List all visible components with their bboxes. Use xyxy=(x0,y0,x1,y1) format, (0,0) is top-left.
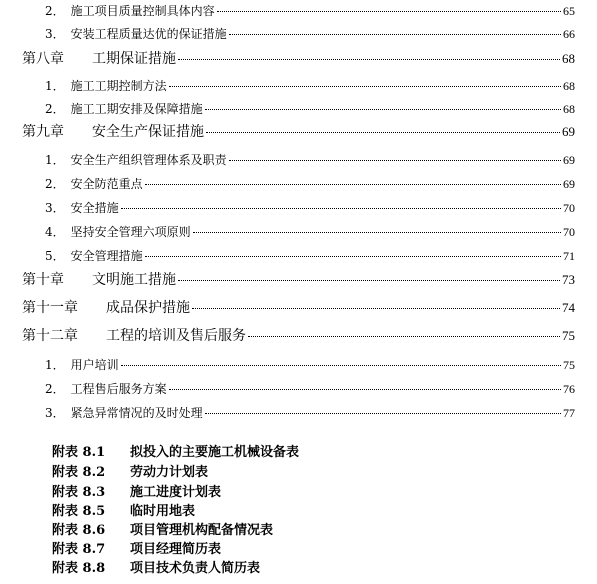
toc-chapter[interactable] xyxy=(22,297,575,317)
toc-entry-page: 65 xyxy=(563,4,575,18)
toc-entry-page: 68 xyxy=(563,102,575,116)
toc-entry-title: 安全生产组织管理体系及职责 xyxy=(70,153,227,167)
dot-leader xyxy=(169,86,561,87)
toc-chapter-title: 安全生产保证措施 xyxy=(92,124,204,140)
toc-entry-number: 2． xyxy=(45,102,65,116)
toc-entry-title: 安装工程质量达优的保证措施 xyxy=(70,27,227,41)
toc-entry[interactable] xyxy=(45,77,575,94)
dot-leader xyxy=(192,308,560,309)
appendix-item xyxy=(52,538,221,557)
appendix-item xyxy=(52,519,273,538)
toc-entry[interactable] xyxy=(45,25,575,42)
dot-leader xyxy=(145,184,561,185)
dot-leader xyxy=(145,256,561,257)
appendix-title: 拟投入的主要施工机械设备表 xyxy=(130,445,300,460)
appendix-item xyxy=(52,441,299,460)
appendix-title: 临时用地表 xyxy=(130,504,196,519)
appendix-item xyxy=(52,481,221,500)
dot-leader xyxy=(229,160,561,161)
toc-entry-page: 71 xyxy=(563,249,575,263)
toc-chapter-title: 文明施工措施 xyxy=(92,272,176,288)
toc-entry-page: 70 xyxy=(563,225,575,239)
appendix-label: 附表 8.1 xyxy=(52,445,106,460)
toc-entry-title: 施工项目质量控制具体内容 xyxy=(70,4,215,18)
toc-entry[interactable] xyxy=(45,175,575,192)
appendix-label: 附表 8.8 xyxy=(52,561,106,576)
appendix-title: 施工进度计划表 xyxy=(130,485,222,500)
toc-entry-title: 施工工期控制方法 xyxy=(70,79,167,93)
toc-entry-number: 3． xyxy=(45,27,65,41)
dot-leader xyxy=(121,208,561,209)
toc-entry-title: 工程售后服务方案 xyxy=(70,382,167,396)
dot-leader xyxy=(193,232,561,233)
dot-leader xyxy=(206,132,560,133)
appendix-item xyxy=(52,557,260,576)
toc-chapter-number: 第十二章 xyxy=(22,328,78,344)
toc-chapter-number: 第十章 xyxy=(22,272,64,288)
appendix-title: 项目经理简历表 xyxy=(130,542,222,557)
toc-chapter-page: 68 xyxy=(562,51,575,66)
appendix-title: 项目技术负责人简历表 xyxy=(130,561,261,576)
toc-entry-page: 76 xyxy=(563,382,575,396)
toc-entry-number: 1． xyxy=(45,79,65,93)
toc-entry-number: 3． xyxy=(45,201,65,215)
toc-entry-title: 施工工期安排及保障措施 xyxy=(70,102,203,116)
dot-leader xyxy=(205,109,561,110)
toc-entry-title: 坚持安全管理六项原则 xyxy=(70,225,191,239)
toc-entry-page: 66 xyxy=(563,27,575,41)
toc-chapter-number: 第十一章 xyxy=(22,300,78,316)
toc-chapter[interactable] xyxy=(22,325,575,345)
toc-chapter-page: 75 xyxy=(562,328,575,343)
toc-entry-number: 1． xyxy=(45,358,65,372)
dot-leader xyxy=(169,389,561,390)
toc-entry[interactable] xyxy=(45,247,575,264)
toc-entry-title: 安全措施 xyxy=(70,201,119,215)
dot-leader xyxy=(248,336,560,337)
toc-entry-number: 1． xyxy=(45,153,65,167)
appendix-item xyxy=(52,500,195,519)
toc-chapter-page: 74 xyxy=(562,300,575,315)
toc-chapter-number: 第九章 xyxy=(22,124,64,140)
toc-entry[interactable] xyxy=(45,223,575,240)
appendix-label: 附表 8.3 xyxy=(52,485,106,500)
appendix-title: 项目管理机构配备情况表 xyxy=(130,523,274,538)
toc-entry-title: 安全防范重点 xyxy=(70,177,143,191)
toc-entry-page: 77 xyxy=(563,406,575,420)
toc-entry-page: 70 xyxy=(563,201,575,215)
appendix-label: 附表 8.5 xyxy=(52,504,106,519)
toc-entry-title: 用户培训 xyxy=(70,358,119,372)
toc-chapter-page: 69 xyxy=(562,124,575,139)
dot-leader xyxy=(217,11,561,12)
toc-chapter[interactable] xyxy=(22,269,575,289)
toc-entry-page: 69 xyxy=(563,177,575,191)
toc-entry-title: 紧急异常情况的及时处理 xyxy=(70,406,203,420)
toc-chapter[interactable] xyxy=(22,48,575,68)
toc-entry-title: 安全管理措施 xyxy=(70,249,143,263)
toc-chapter-title: 工程的培训及售后服务 xyxy=(106,328,246,344)
toc-entry[interactable] xyxy=(45,2,575,19)
toc-entry[interactable] xyxy=(45,404,575,421)
toc-entry-number: 2． xyxy=(45,4,65,18)
dot-leader xyxy=(178,280,560,281)
toc-entry[interactable] xyxy=(45,199,575,216)
dot-leader xyxy=(178,59,560,60)
toc-chapter[interactable] xyxy=(22,121,575,141)
appendix-title: 劳动力计划表 xyxy=(130,465,209,480)
appendix-label: 附表 8.7 xyxy=(52,542,106,557)
dot-leader xyxy=(205,413,561,414)
toc-chapter-page: 73 xyxy=(562,272,575,287)
toc-entry[interactable] xyxy=(45,380,575,397)
toc-entry-number: 4． xyxy=(45,225,65,239)
toc-entry-page: 69 xyxy=(563,153,575,167)
toc-chapter-number: 第八章 xyxy=(22,51,64,67)
toc-entry[interactable] xyxy=(45,356,575,373)
toc-entry-page: 68 xyxy=(563,79,575,93)
toc-chapter-title: 工期保证措施 xyxy=(92,51,176,67)
appendix-item xyxy=(52,461,208,480)
appendix-label: 附表 8.6 xyxy=(52,523,106,538)
toc-entry-page: 75 xyxy=(563,358,575,372)
toc-entry-number: 2． xyxy=(45,177,65,191)
appendix-label: 附表 8.2 xyxy=(52,465,106,480)
toc-chapter-title: 成品保护措施 xyxy=(106,300,190,316)
toc-entry[interactable] xyxy=(45,151,575,168)
toc-entry-number: 3． xyxy=(45,406,65,420)
dot-leader xyxy=(121,365,561,366)
toc-entry-number: 2． xyxy=(45,382,65,396)
toc-entry[interactable] xyxy=(45,100,575,117)
toc-entry-number: 5． xyxy=(45,249,65,263)
dot-leader xyxy=(229,34,561,35)
